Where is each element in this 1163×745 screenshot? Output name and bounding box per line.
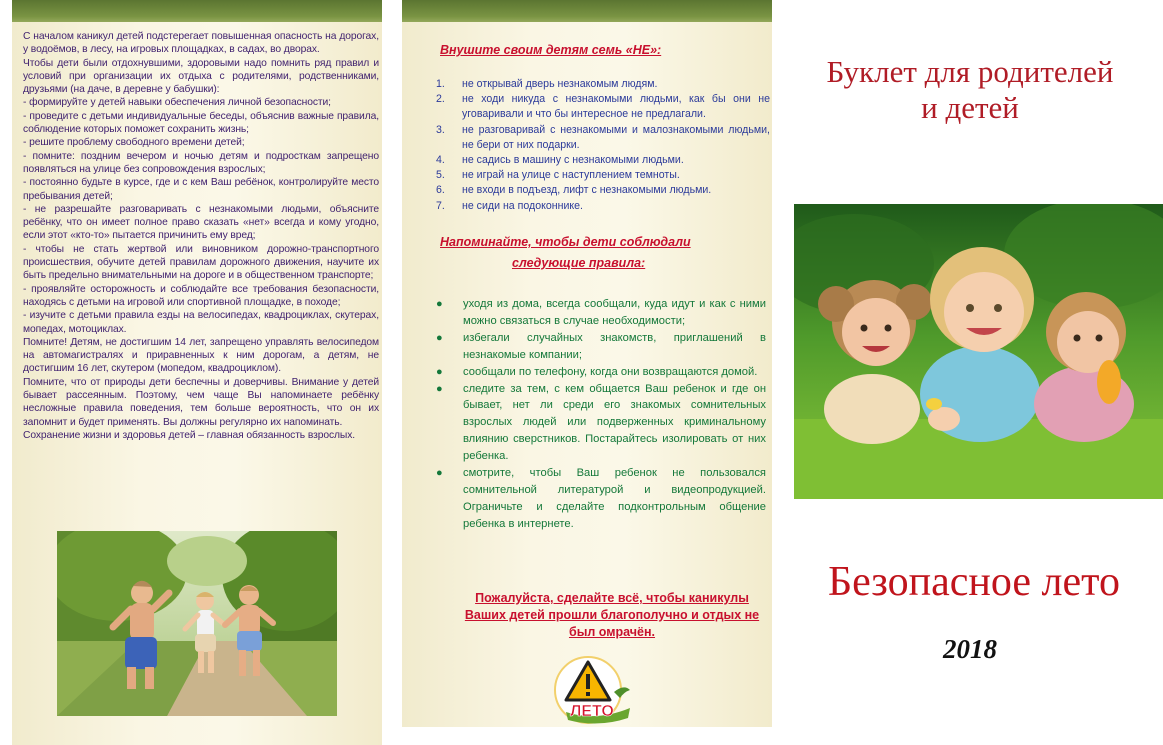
bullet-icon: ● [436,298,443,310]
middle-panel [402,0,772,727]
list-item [430,92,770,122]
logo-text: ЛЕТО [570,703,614,720]
rules-heading-line1: Напоминайте, чтобы дети соблюдали [440,235,691,249]
list-item [426,381,766,466]
advice-paragraph: - решите проблему свободного времени детей; [23,137,245,149]
advice-paragraph: Помните! Детям, не достигшим 14 лет, запрещено управлять велосипедом на автомагистралях и приравненных к ним дорогам, а детям, не достигшим 16 лет, скутером (мопедом, квадроциклом). [23,336,379,375]
left-panel [12,0,382,745]
advice-paragraph: - изучите с детьми правила езды на велосипедах, квадроциклах, скутерах, мопедах, мотоциклах. [23,310,379,335]
list-item [430,168,770,183]
list-item-text: не играй на улице с наступлением темноты. [462,169,680,182]
advice-paragraph: Помните, что от природы дети беспечны и доверчивы. Внимание у детей бывает рассеянным. Поэтому, чем чаще Вы напоминаете ребёнку несложные правила поведения, тем больше вероятность, что он их запомнит и будет применять. Вы должны регулярно их напоминать. [23,376,379,428]
advice-paragraph: - чтобы не стать жертвой или виновником дорожно-транспортного происшествия, обучите детей правилам дорожного движения, научите их быть предельно внимательными на дороге и в общественном транспорте; [23,243,379,282]
kids-on-grass-photo [794,204,1163,499]
list-item-number: 2. [436,93,445,106]
list-item-text: не входи в подъезд, лифт с незнакомыми людьми. [462,184,712,197]
middle-panel-top-bar [402,0,772,22]
booklet-title [790,54,1150,126]
advice-paragraph: - постоянно будьте в курсе, где и с кем Ваш ребёнок, контролируйте место пребывания детей; [23,177,379,202]
safe-summer-title: Безопасное лето [828,559,1120,605]
list-item [426,465,766,533]
seven-ne-heading: Внушите своим детям семь «НЕ»: [440,43,662,57]
year-label: 2018 [943,634,997,664]
leto-warning-logo [552,652,640,727]
list-item-number: 6. [436,184,445,197]
advice-paragraph: - проведите с детьми индивидуальные беседы, объяснив важные правила, соблюдение которых поможет сохранить жизнь; [23,110,379,136]
list-item-text: не открывай дверь незнакомым людям. [462,78,658,90]
bullet-icon: ● [436,382,443,395]
list-item-number: 4. [436,154,445,167]
booklet-title-line1: Буклет для родителей [826,54,1114,89]
list-item-text: смотрите, чтобы Ваш ребенок не пользовался сомнительной литературой и видеопродукцией. Ограничьте и сделайте подконтрольным общение ребенка в интернете. [463,467,766,530]
list-item-number: 1. [436,78,445,90]
list-item-number: 3. [436,123,445,136]
list-item-text: избегали случайных знакомств, приглашений в незнакомые компании; [463,331,766,361]
rules-list [426,296,766,533]
bullet-icon: ● [436,365,443,378]
kids-running-photo [57,531,337,716]
list-item-text: следите за тем, с кем общается Ваш ребенок и где он бывает, нет ли среди его знакомых сомнительных взрослых людей или подверженных криминальному влиянию сверстников. Постарайтесь изолировать от них ребенка. [463,382,766,463]
advice-paragraph: С началом каникул детей подстерегает повышенная опасность на дорогах, у водоёмов, в лесу, на игровых площадках, в садах, во дворах. [23,31,379,56]
safety-advice-text [23,30,379,442]
list-item [426,296,766,330]
rules-heading-line2: следующие правила: [512,256,646,270]
bullet-icon: ● [436,467,443,480]
list-item-text: уходя из дома, всегда сообщали, куда идут и как с ними можно связаться в случае необходимости; [463,298,766,327]
list-item-text: не сиди на подоконнике. [462,199,583,212]
list-item-text: не ходи никуда с незнакомыми людьми, как бы они не уговаривали и что бы интересное не предлагали. [462,93,770,121]
bullet-icon: ● [436,331,443,344]
list-item [430,123,770,153]
advice-paragraph: - помните: поздним вечером и ночью детям и подросткам запрещено появляться на улице без сопровождения взрослых; [23,150,379,175]
left-panel-top-bar [12,0,382,22]
list-item-text: сообщали по телефону, когда они возвращаются домой. [463,365,758,378]
list-item [426,364,766,381]
advice-paragraph: - формируйте у детей навыки обеспечения личной безопасности; [23,97,331,109]
advice-paragraph: Чтобы дети были отдохнувшими, здоровыми надо помнить ряд правил и условий при организации их отдыха с родителями, родственниками, друзьями (на даче, в деревне у бабушки): [23,57,379,96]
list-item-text: не разговаривай с незнакомыми и малознакомыми людьми, не бери от них подарки. [462,123,770,151]
list-item [430,153,770,168]
list-item [430,199,770,214]
advice-paragraph: - не разрешайте разговаривать с незнакомыми людьми, объясните ребёнку, что он имеет полное право сказать «нет» всегда и кому угодно, если этот «кто-то» пытается причинить ему вред; [23,203,379,242]
list-item-number: 5. [436,169,445,182]
list-item [430,77,770,92]
list-item-number: 7. [436,199,445,212]
list-item [426,330,766,364]
seven-ne-list [430,77,770,214]
closing-note: Пожалуйста, сделайте всё, чтобы каникулы Ваших детей прошли благополучно и отдых не был омрачён. [464,591,760,639]
list-item-text: не садись в машину с незнакомыми людьми. [462,154,684,167]
advice-paragraph: - проявляйте осторожность и соблюдайте все требования безопасности, находясь с детьми на игровой или спортивной площадке, в походе; [23,283,379,308]
advice-paragraph: Сохранение жизни и здоровья детей – главная обязанность взрослых. [23,429,356,441]
booklet-title-line2: и детей [921,90,1019,125]
list-item [430,183,770,198]
